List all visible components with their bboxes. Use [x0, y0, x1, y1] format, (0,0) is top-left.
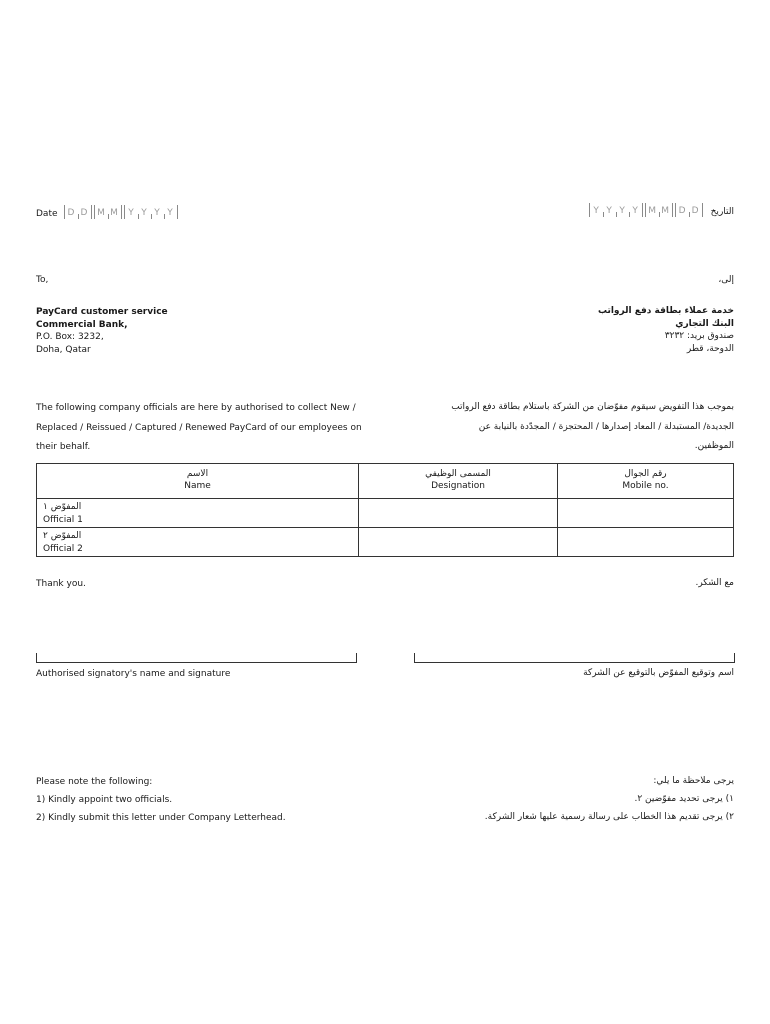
date-cell: Y: [151, 205, 164, 219]
address-en: [36, 306, 168, 356]
po-box: P.O. Box: 3232,: [36, 332, 104, 342]
bank-name-ar: البنك التجاري: [675, 318, 734, 329]
table-header-row: [37, 464, 734, 499]
official-1-mobile-cell[interactable]: [558, 499, 734, 528]
authorisation-en: [36, 399, 362, 458]
authorisation-line-ar: الموظفين.: [694, 441, 734, 451]
header-ar: رقم الجوال: [624, 469, 667, 479]
notes-en: [36, 773, 286, 827]
authorisation-line-ar: الجديدة/ المستبدلة / المعاد إصدارها / المحتجزة / المجدّدة بالنيابة عن: [478, 421, 734, 432]
authorisation-line-ar: بموجب هذا التفويض سيقوم مفوّضان من الشركة باستلام بطاقة دفع الرواتب: [451, 402, 734, 412]
signature-line-en[interactable]: [36, 653, 357, 663]
thank-you: Thank you.: [36, 579, 86, 589]
date-cell: Y: [138, 205, 151, 219]
date-cell: M: [659, 203, 672, 217]
note-item: 1) Kindly appoint two officials.: [36, 795, 173, 805]
notes-ar: [485, 772, 734, 826]
date-cell: D: [67, 208, 75, 218]
notes-title-ar: يرجى ملاحظة ما يلي:: [653, 776, 734, 786]
date-label: Date: [36, 209, 58, 219]
date-cell: Y: [616, 203, 629, 217]
official-2-name-cell[interactable]: [37, 528, 359, 557]
date-cell: Y: [629, 203, 642, 217]
header-en: Designation: [431, 481, 485, 491]
bank-name: Commercial Bank,: [36, 319, 128, 330]
city-ar: الدوحة، قطر: [686, 343, 734, 354]
date-boxes-ar[interactable]: [589, 203, 705, 217]
to-label-ar: إلى،: [718, 275, 734, 285]
date-cell: M: [648, 206, 656, 216]
signature-line-ar[interactable]: [414, 653, 735, 663]
header-mobile: [558, 464, 734, 499]
date-label-ar: التاريخ: [710, 207, 734, 217]
row-label-ar: المفوّض ١: [43, 502, 82, 512]
recipient-name-ar: خدمة عملاء بطاقة دفع الرواتب: [597, 306, 734, 316]
authorisation-line: Replaced / Reissued / Captured / Renewed PayCard of our employees on: [36, 422, 362, 433]
date-cell: Y: [593, 206, 599, 216]
date-boxes-en[interactable]: [64, 205, 180, 219]
header-ar: المسمى الوظيفي: [425, 469, 491, 479]
header-designation: [359, 464, 558, 499]
signatory-label-ar: اسم وتوقيع المفوّض بالتوقيع عن الشركة: [583, 668, 734, 678]
signatory-label: Authorised signatory's name and signature: [36, 669, 231, 679]
row-label-en: Official 1: [43, 515, 83, 525]
date-cell: Y: [603, 203, 616, 217]
date-cell: D: [678, 206, 686, 216]
date-field-ar[interactable]: [589, 203, 734, 217]
row-label-en: Official 2: [43, 544, 83, 554]
official-2-mobile-cell[interactable]: [558, 528, 734, 557]
date-cell: Y: [164, 205, 177, 219]
header-en: Mobile no.: [622, 481, 669, 491]
to-label: To,: [36, 275, 49, 285]
note-item: 2) Kindly submit this letter under Company Letterhead.: [36, 813, 286, 823]
officials-table: [36, 463, 734, 557]
official-1-designation-cell[interactable]: [359, 499, 558, 528]
note-item-ar: ١) يرجى تحديد مفوّضين ٢.: [634, 794, 734, 804]
header-en: Name: [184, 481, 211, 491]
notes-title: Please note the following:: [36, 777, 153, 787]
authorisation-ar: [451, 398, 734, 457]
official-1-name-cell[interactable]: [37, 499, 359, 528]
date-cell: M: [97, 208, 105, 218]
date-cell: D: [689, 203, 702, 217]
header-name: [37, 464, 359, 499]
authorisation-line: their behalf.: [36, 442, 91, 452]
row-label-ar: المفوّض ٢: [43, 531, 82, 541]
thank-you-ar: مع الشكر.: [695, 578, 734, 588]
recipient-name: PayCard customer service: [36, 307, 168, 317]
date-cell: D: [78, 205, 91, 219]
authorisation-line: The following company officials are here by authorised to collect New /: [36, 403, 356, 413]
date-cell: Y: [128, 208, 134, 218]
address-ar: [598, 305, 734, 355]
date-cell: M: [108, 205, 121, 219]
note-item-ar: ٢) يرجى تقديم هذا الخطاب على رسالة رسمية عليها شعار الشركة.: [484, 812, 734, 822]
header-ar: الاسم: [186, 469, 209, 479]
table-row: [37, 499, 734, 528]
official-2-designation-cell[interactable]: [359, 528, 558, 557]
table-row: [37, 528, 734, 557]
po-box-ar: صندوق بريد: ٣٢٣٢: [664, 331, 734, 341]
city: Doha, Qatar: [36, 344, 91, 355]
date-field-en[interactable]: [36, 205, 180, 219]
